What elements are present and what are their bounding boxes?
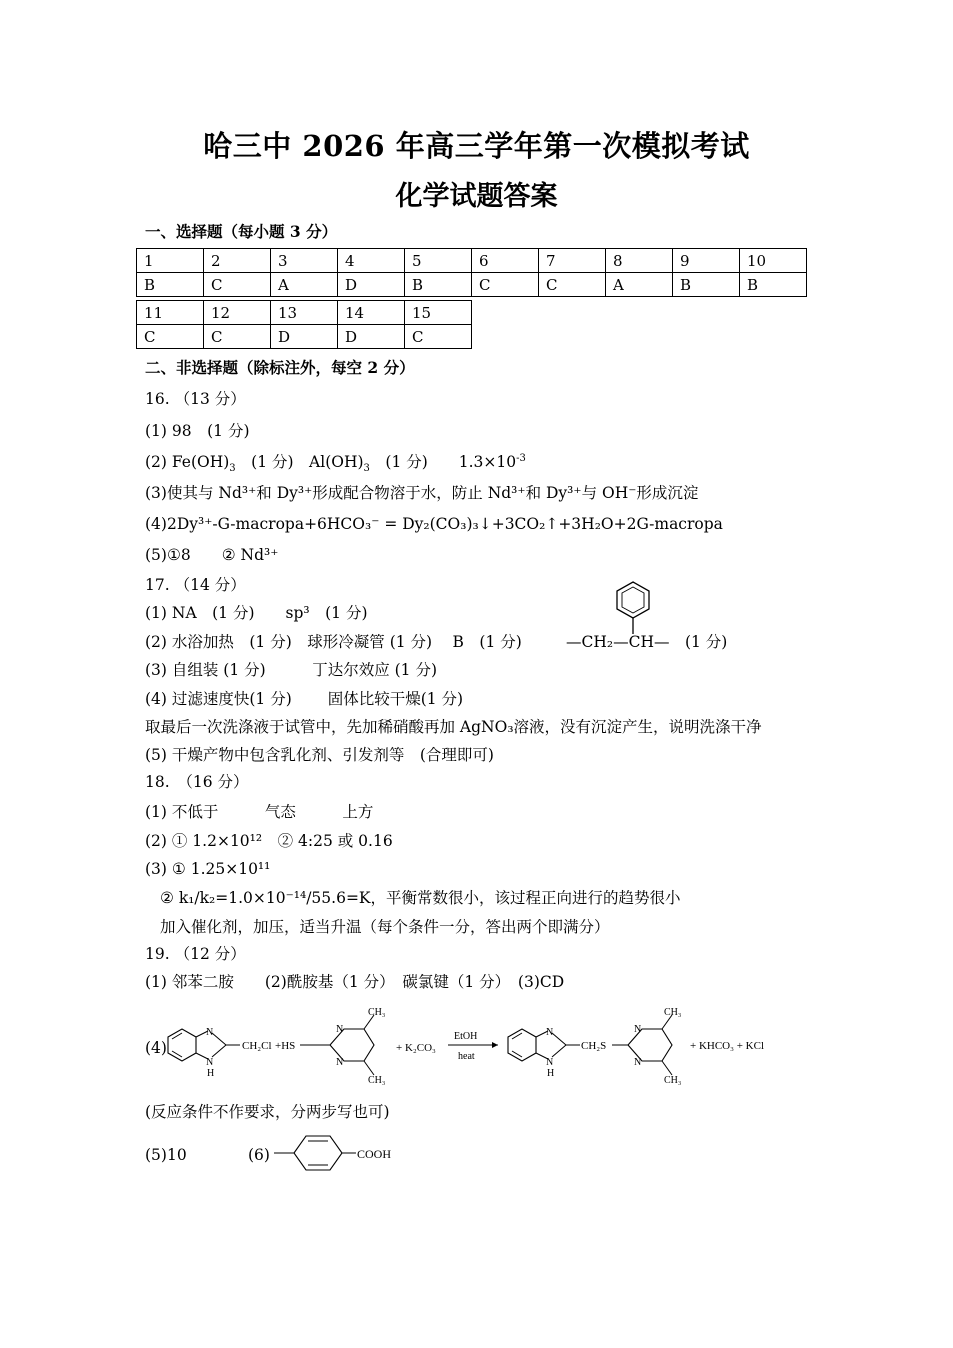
q-num: 13 — [271, 301, 338, 325]
q16-answer-1: (1) 98 (1 分) — [145, 422, 250, 440]
table-row — [137, 249, 807, 273]
q18-answer-2: (2) ① 1.2×10¹² ② 4:25 或 0.16 — [145, 832, 393, 850]
q19-note: (反应条件不作要求，分两步写也可) — [145, 1103, 390, 1121]
ch3-top: CH₃ — [368, 1007, 386, 1018]
q-num: 7 — [539, 249, 606, 273]
q19-answer-5: (5)10 — [145, 1146, 187, 1164]
n-atom: N — [634, 1057, 642, 1068]
benzene-ring-icon — [608, 578, 658, 636]
n-atom: N — [546, 1027, 554, 1038]
q-answer: D — [271, 325, 338, 349]
q-num: 12 — [204, 301, 271, 325]
q18-answer-3: (3) ① 1.25×10¹¹ — [145, 860, 271, 878]
cooh-group: COOH — [357, 1147, 392, 1161]
table-row — [137, 273, 807, 297]
q16-heading: 16. （13 分） — [145, 390, 246, 408]
q-num: 2 — [204, 249, 271, 273]
q-answer: C — [472, 273, 539, 297]
section1-heading: 一、选择题（每小题 3 分） — [145, 222, 338, 241]
n-atom: N — [206, 1027, 214, 1038]
section2-heading: 二、非选择题（除标注外，每空 2 分） — [145, 358, 415, 377]
q-answer: B — [740, 273, 807, 297]
byproducts: + KHCO₃ + KCl — [690, 1040, 764, 1052]
q-answer: A — [606, 273, 673, 297]
q-answer: B — [673, 273, 740, 297]
hs-group: +HS — [275, 1040, 296, 1052]
text: (2) Fe(OH) — [145, 453, 230, 471]
q17-answer-4: (4) 过滤速度快(1 分) 固体比较干燥(1 分) — [145, 690, 464, 708]
q19-answer-6-label: (6) — [248, 1146, 270, 1164]
q-answer: B — [405, 273, 472, 297]
q16-answer-4: (4)2Dy³⁺-G-macropa+6HCO₃⁻ = Dy₂(CO₃)₃↓+3CO₂↑+3H₂O+2G-macropa — [145, 515, 723, 533]
q-num: 6 — [472, 249, 539, 273]
q-answer: D — [338, 325, 405, 349]
q-answer: C — [137, 325, 204, 349]
table-row — [137, 325, 472, 349]
q18-answer-3c: 加入催化剂，加压，适当升温（每个条件一分，答出两个即满分） — [160, 918, 610, 936]
q-num: 10 — [740, 249, 807, 273]
reaction-scheme-icon — [160, 1003, 800, 1088]
mc-answer-table — [136, 248, 807, 297]
n-atom: N — [336, 1024, 344, 1035]
q17-answer-5: (5) 干燥产物中包含乳化剂、引发剂等 (合理即可) — [145, 746, 494, 764]
page-title: 哈三中 2026 年高三学年第一次模拟考试 — [203, 129, 750, 163]
q-num: 8 — [606, 249, 673, 273]
n-atom: N — [546, 1057, 554, 1068]
q17-answer-2: (2) 水浴加热 (1 分) 球形冷凝管 (1 分) B (1 分) — [145, 633, 522, 651]
q17-answer-1: (1) NA (1 分) sp³ (1 分) — [145, 604, 368, 622]
q-num: 9 — [673, 249, 740, 273]
ch2s-linker: CH₂S — [581, 1040, 607, 1052]
condition-top: EtOH — [454, 1031, 478, 1042]
table-row — [137, 301, 472, 325]
q17-answer-3: (3) 自组装 (1 分) 丁达尔效应 (1 分) — [145, 661, 438, 679]
text: (1 分) Al(OH) — [235, 453, 364, 471]
page-subtitle: 化学试题答案 — [395, 181, 558, 212]
q17-heading: 17. （14 分） — [145, 576, 246, 594]
q-answer: C — [539, 273, 606, 297]
q17-structure-text: —CH₂—CH— (1 分) — [566, 633, 728, 651]
q16-answer-2: (2) $Fe(OH)_3$ (1 分) $Al(OH)_3$ (1 分) $1.3\times 10^{-3}$ — [145, 452, 526, 475]
q-num: 1 — [137, 249, 204, 273]
n-atom: N — [634, 1024, 642, 1035]
condition-bottom: heat — [458, 1051, 475, 1062]
q19-heading: 19. （12 分） — [145, 945, 246, 963]
q19-answer-4-label: (4) — [145, 1039, 167, 1057]
n-atom: N — [206, 1057, 214, 1068]
q19-answer-1: (1) 邻苯二胺 (2)酰胺基（1 分） 碳氯键（1 分） (3)CD — [145, 973, 565, 991]
q-num: 14 — [338, 301, 405, 325]
q16-answer-5: (5)①8 ② Nd³⁺ — [145, 546, 279, 564]
q-num: 11 — [137, 301, 204, 325]
h-atom: H — [547, 1068, 555, 1079]
q18-answer-3b: ② k₁/k₂=1.0×10⁻¹⁴/55.6=K，平衡常数很小，该过程正向进行的趋势很小 — [160, 889, 681, 907]
ch2cl-group: CH₂Cl — [242, 1040, 272, 1052]
q-num: 4 — [338, 249, 405, 273]
ch3-bottom: CH₃ — [368, 1075, 386, 1086]
q-num: 3 — [271, 249, 338, 273]
q-num: 5 — [405, 249, 472, 273]
q-answer: C — [204, 325, 271, 349]
q-answer: C — [204, 273, 271, 297]
n-atom: N — [336, 1057, 344, 1068]
q16-answer-3: (3)使其与 Nd³⁺和 Dy³⁺形成配合物溶于水，防止 Nd³⁺和 Dy³⁺与 OH⁻形成沉淀 — [145, 484, 699, 502]
q-answer: D — [338, 273, 405, 297]
ch3-bottom: CH₃ — [664, 1075, 682, 1086]
h-atom: H — [207, 1068, 215, 1079]
q-answer: A — [271, 273, 338, 297]
text: (1 分) 1.3×10 — [369, 453, 517, 471]
q-answer: C — [405, 325, 472, 349]
toluic-acid-structure-icon — [272, 1128, 412, 1178]
q-answer: B — [137, 273, 204, 297]
ch3-top: CH₃ — [664, 1007, 682, 1018]
mc-answer-table-2 — [136, 300, 472, 349]
q17-answer-4b: 取最后一次洗涤液于试管中，先加稀硝酸再加 AgNO₃溶液，没有沉淀产生，说明洗涤干净 — [145, 718, 762, 736]
q18-heading: 18. （16 分） — [145, 773, 249, 791]
q18-answer-1: (1) 不低于 气态 上方 — [145, 803, 374, 821]
q-num: 15 — [405, 301, 472, 325]
k2co3-reagent: + K₂CO₃ — [396, 1042, 436, 1054]
